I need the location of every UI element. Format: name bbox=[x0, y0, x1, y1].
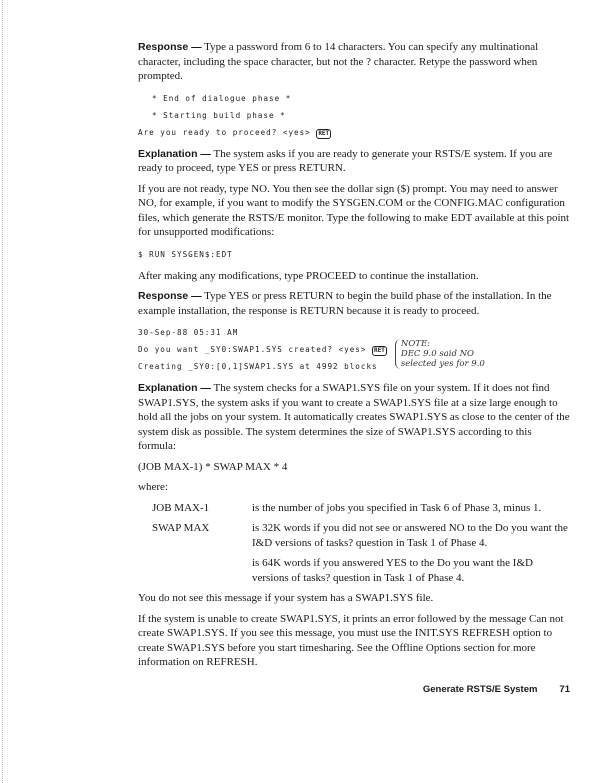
response-label: Response — bbox=[138, 41, 202, 53]
prompt-text: Do you want _SY0:SWAP1.SYS created? <yes> bbox=[138, 345, 367, 354]
definition-desc: is 64K words if you answered YES to the Do you want the I&D versions of tasks? question in Task 1 of Phase 4. bbox=[252, 557, 533, 584]
code-creating: Creating _SY0:[0,1]SWAP1.SYS at 4992 blocks bbox=[138, 362, 378, 371]
explanation-label: Explanation — bbox=[138, 147, 211, 160]
code-block-3 bbox=[138, 324, 570, 375]
ret-key-icon: RET bbox=[374, 347, 385, 354]
footer-title: Generate RSTS/E System bbox=[422, 683, 538, 695]
response-text: Type YES or press RETURN to begin the build phase of the installation. In the example installation, the response is RETURN because it is ready to proceed. bbox=[138, 290, 552, 317]
where-label: where: bbox=[138, 481, 168, 493]
code-date: 30-Sep-88 05:31 AM bbox=[138, 328, 239, 337]
code-run-edt: $ RUN SYSGEN$:EDT bbox=[138, 249, 233, 259]
scan-edge bbox=[2, 0, 4, 783]
code-block-1 bbox=[138, 90, 570, 141]
response-paragraph-1 bbox=[138, 40, 570, 84]
explanation-paragraph-1 bbox=[138, 147, 570, 176]
after-paragraph: After making any modifications, type PROCEED to continue the installation. bbox=[138, 269, 479, 282]
response-paragraph-2 bbox=[138, 289, 570, 318]
definition-term: SWAP MAX bbox=[152, 522, 210, 534]
page-number: 71 bbox=[559, 683, 570, 695]
explanation-paragraph-2 bbox=[138, 381, 570, 454]
prompt-text: Are you ready to proceed? <yes> bbox=[138, 127, 311, 137]
note-line: NOTE: bbox=[400, 339, 431, 349]
page-content bbox=[138, 40, 570, 695]
definition-desc: is 32K words if you did not see or answered NO to the Do you want the I&D versions of tasks? question in Task 1 of Phase 4. bbox=[252, 522, 568, 549]
code-line: * End of dialogue phase * bbox=[152, 93, 292, 103]
definition-term: JOB MAX-1 bbox=[152, 501, 210, 514]
code-prompt bbox=[138, 341, 387, 358]
code-prompt bbox=[138, 124, 570, 141]
code-line: * Starting build phase * bbox=[152, 110, 286, 120]
response-text: Type a password from 6 to 14 characters. You can specify any multinational character, including the space character, but not the ? character. Retype the password when prompted. bbox=[138, 41, 539, 82]
definitions-list bbox=[152, 501, 570, 592]
page-footer bbox=[138, 684, 570, 695]
formula: (JOB MAX-1) * SWAP MAX * 4 bbox=[138, 460, 288, 473]
ret-key-icon: RET bbox=[318, 129, 330, 137]
response-label: Response — bbox=[138, 290, 202, 302]
not-ready-paragraph: If you are not ready, type NO. You then see the dollar sign ($) prompt. You may need to answer NO, for example, if you want to modify the SYSGEN.COM or the CONFIG.MAC configuration files, which generate the RSTS/E monitor. Type the following to make EDT available at this point for unsupported modifications: bbox=[138, 182, 570, 238]
unable-paragraph: If the system is unable to create SWAP1.SYS, it prints an error followed by the message Can not create SWAP1.SYS. If you see this message, you must use the INIT.SYS REFRESH option to create SWAP1.SYS before you start timesharing. See the Offline Options section for more information on REFRESH. bbox=[138, 612, 564, 668]
explanation-label: Explanation — bbox=[138, 382, 211, 394]
definition-term bbox=[152, 556, 238, 585]
definition-desc: is the number of jobs you specified in Task 6 of Phase 3, minus 1. bbox=[252, 501, 542, 514]
code-lines bbox=[138, 324, 387, 375]
handwritten-note bbox=[395, 339, 485, 369]
note-line: DEC 9.0 said NO bbox=[400, 349, 475, 359]
explanation-text: The system asks if you are ready to generate your RSTS/E system. If you are ready to proceed, type YES or press RETURN. bbox=[138, 147, 553, 174]
note-line: selected yes for 9.0 bbox=[400, 359, 485, 369]
no-message-paragraph: You do not see this message if your system has a SWAP1.SYS file. bbox=[138, 592, 434, 604]
explanation-text: The system checks for a SWAP1.SYS file on your system. If it does not find SWAP1.SYS, the system asks if you want to create a SWAP1.SYS file at a size large enough to hold all the jobs on your system. It automatically creates SWAP1.SYS as close to the center of the system disk as possible. The system determines the size of SWAP1.SYS according to this formula: bbox=[138, 382, 570, 452]
